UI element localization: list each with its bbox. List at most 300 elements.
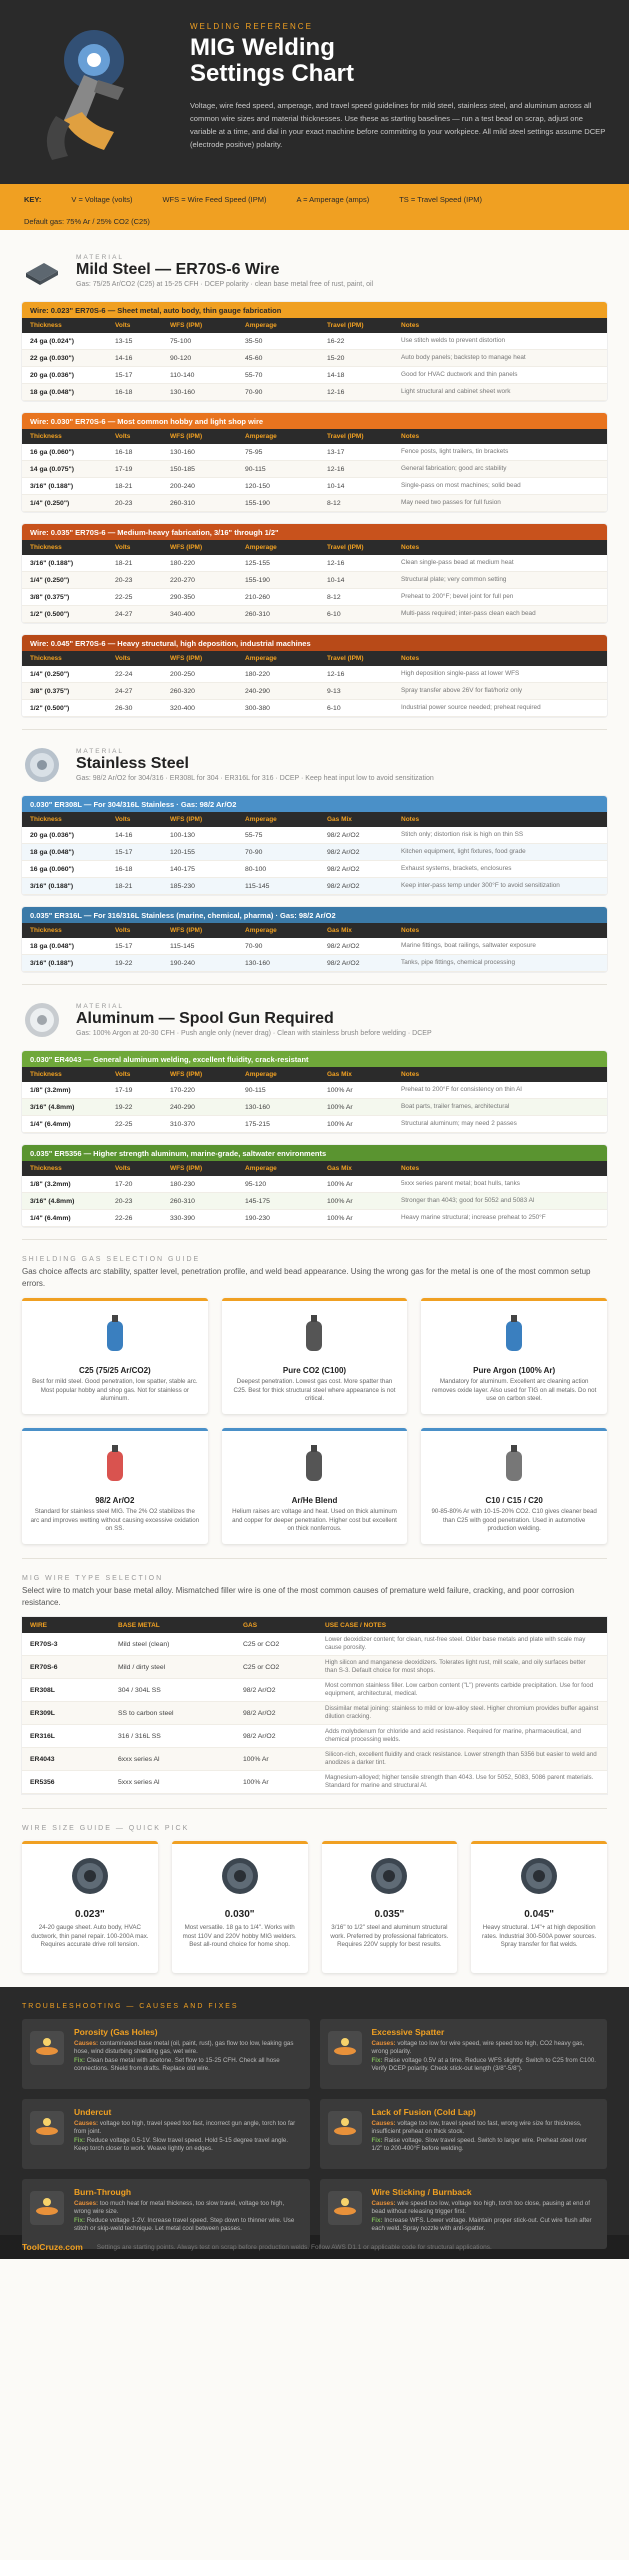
table-row <box>22 1748 607 1771</box>
table-header <box>22 1617 607 1633</box>
wire-size-card <box>22 1841 158 1973</box>
column-header: WFS (IPM) <box>170 1071 203 1078</box>
wire-size-desc: Heavy structural. 1/4"+ at high deposition rates. Industrial 300-500A power sources. Spray transfer for flat welds. <box>482 1924 597 1948</box>
table-cell: 8-12 <box>327 593 341 601</box>
table-cell: 22-26 <box>115 1214 133 1222</box>
column-header: Thickness <box>30 322 62 329</box>
trouble-fix <box>74 2217 302 2234</box>
table-cell: 6-10 <box>327 704 341 712</box>
table-row <box>22 478 607 495</box>
table-cell: 100% Ar <box>327 1086 353 1094</box>
trouble-body <box>372 2027 600 2081</box>
page-title-line2: Settings Chart <box>190 60 355 87</box>
fix-label: Fix: <box>371 2216 383 2224</box>
column-header: Travel (IPM) <box>327 433 364 440</box>
table-cell: 3/16" (4.8mm) <box>30 1197 75 1205</box>
table-cell: 3/16" (0.188") <box>30 959 74 967</box>
table-cell: 1/2" (0.500") <box>30 704 70 712</box>
table-cell: 9-13 <box>327 687 341 695</box>
column-header: WFS (IPM) <box>170 927 203 934</box>
table-cell: 260-310 <box>245 610 270 618</box>
table-cell: 3/8" (0.375") <box>30 593 70 601</box>
table-cell: Mild / dirty steel <box>118 1663 166 1671</box>
table-cell: 120-150 <box>245 482 270 490</box>
table-cell: 304 / 304L SS <box>118 1686 161 1694</box>
section-kicker: MATERIAL <box>76 1003 125 1010</box>
footer-brand[interactable]: ToolCruze.com <box>22 2242 83 2252</box>
table-cell: 1/4" (6.4mm) <box>30 1214 71 1222</box>
wire-size-name: 0.035" <box>374 1909 405 1920</box>
table-header <box>22 429 607 444</box>
table-cell: 130-160 <box>170 448 195 456</box>
fix-label: Fix: <box>74 2216 86 2224</box>
stainless-tables <box>22 796 607 972</box>
table-cell: Preheat to 200°F; bevel joint for full pen <box>401 593 514 600</box>
table-cell: 1/4" (0.250") <box>30 499 70 507</box>
table-cell: 300-380 <box>245 704 270 712</box>
section-title: Mild Steel — ER70S-6 Wire <box>76 261 280 278</box>
weld-defect-icon <box>30 2031 64 2065</box>
stainless-section <box>0 734 629 972</box>
table-cell: 1/4" (6.4mm) <box>30 1120 71 1128</box>
table-row <box>22 1679 607 1702</box>
table-header <box>22 1067 607 1082</box>
table-row <box>22 555 607 572</box>
column-header: Volts <box>115 433 131 440</box>
table-cell: 180-220 <box>170 559 195 567</box>
table-cell: 3/16" (0.188") <box>30 882 74 890</box>
gas-card-desc: Best for mild steel. Good penetration, low spatter, stable arc. Most popular hobby and shop gas. Not for stainless or aluminum. <box>32 1378 198 1402</box>
divider <box>22 984 607 985</box>
column-header: Notes <box>401 433 420 440</box>
table-cell: High silicon and manganese deoxidizers. Tolerates light rust, mill scale, and oily surfaces better than S-3. Default choice for most shops. <box>325 1659 586 1674</box>
weld-defect-icon <box>328 2031 362 2065</box>
table-cell: 190-240 <box>170 959 195 967</box>
fix-text: Increase WFS. Lower voltage. Maintain proper stick-out. Cut wire flush after each weld. Spray nozzle with anti-spatter. <box>371 2216 592 2232</box>
table-cell: 75-100 <box>170 337 192 345</box>
table-cell: 330-390 <box>170 1214 195 1222</box>
table-cell: 22-24 <box>115 670 133 678</box>
page-title-line1: MIG Welding <box>190 34 335 61</box>
table-cell: 10-14 <box>327 482 345 490</box>
hero-banner <box>0 0 629 184</box>
table-header <box>22 540 607 555</box>
table-cell: 13-17 <box>327 448 345 456</box>
section-subtitle: Gas: 98/2 Ar/O2 for 304/316 · ER308L for 304 · ER316L for 316 · DCEP · Keep heat input low to avoid sensitization <box>76 775 434 782</box>
default-gas-note: Default gas: 75% Ar / 25% CO2 (C25) <box>24 216 150 226</box>
table-cell: Structural aluminum; may need 2 passes <box>401 1120 517 1127</box>
weld-defect-icon <box>328 2111 362 2145</box>
aluminum-tables <box>22 1051 607 1227</box>
table-cell: 90-115 <box>245 465 266 473</box>
table-cell: 130-160 <box>245 1103 270 1111</box>
column-header: Thickness <box>30 544 62 551</box>
column-header: Amperage <box>245 322 277 329</box>
table-cell: 200-250 <box>170 670 195 678</box>
table-cell: 115-145 <box>245 882 270 890</box>
table-cell: 240-290 <box>245 687 270 695</box>
causes-label: Causes: <box>371 2120 396 2127</box>
settings-table <box>22 524 607 623</box>
table-cell: 55-75 <box>245 831 263 839</box>
column-header: WFS (IPM) <box>170 816 203 823</box>
section-subtitle: Gas: 75/25 Ar/CO2 (C25) at 15-25 CFH · DCEP polarity · clean base metal free of rust, paint, oil <box>76 281 374 288</box>
wire-size-card <box>172 1841 308 1973</box>
wire-size-cards <box>22 1841 607 1973</box>
wire-size-desc: 24-20 gauge sheet. Auto body, HVAC ductwork, thin panel repair. 100-200A max. Requires accurate drive roll tension. <box>31 1924 149 1948</box>
table-cell: 100% Ar <box>243 1755 269 1763</box>
gas-card-name: C10 / C15 / C20 <box>485 1496 543 1505</box>
gas-card-name: Ar/He Blend <box>291 1496 338 1505</box>
column-header: Gas Mix <box>327 816 352 823</box>
wire-intro: Select wire to match your base metal alloy. Mismatched filler wire is one of the most common causes of premature weld failure, cracking, and poor corrosion resistance. <box>22 1586 575 1607</box>
table-cell: 100% Ar <box>327 1120 353 1128</box>
wire-size-desc: 3/16" to 1/2" steel and aluminum structural work. Preferred by professional fabricators. Requires 220V supply for best results. <box>330 1924 449 1948</box>
table-cell: 260-310 <box>170 1197 195 1205</box>
wire-spool-icon <box>70 1856 110 1896</box>
causes-text: voltage too low for wire speed, wire speed too high, CO2 heavy gas, wrong polarity. <box>371 2040 585 2056</box>
table-cell: 3/16" (0.188") <box>30 482 74 490</box>
table-cell: 14-16 <box>115 831 133 839</box>
fix-text: Reduce voltage 1-2V. Increase travel speed. Step down to thinner wire. Use stitch or skip-weld technique. Let metal cool between passes. <box>74 2216 295 2232</box>
table-cell: 17-19 <box>115 1086 133 1094</box>
page-title <box>190 35 629 87</box>
table-header <box>22 1161 607 1176</box>
table-cell: 18 ga (0.048") <box>30 388 75 396</box>
table-cell: Auto body panels; backstep to manage heat <box>401 354 526 361</box>
trouble-body <box>372 2107 600 2161</box>
table-cell: Lower deoxidizer content; for clean, rust-free steel. Older base metals and plate with scale may cause porosity. <box>325 1636 586 1651</box>
fix-label: Fix: <box>371 2056 383 2064</box>
column-header: Notes <box>401 544 420 551</box>
table-cell: 340-400 <box>170 610 195 618</box>
column-header: Thickness <box>30 433 62 440</box>
table-row <box>22 606 607 623</box>
trouble-title: Undercut <box>74 2107 112 2117</box>
trouble-body <box>74 2107 302 2161</box>
causes-text: voltage too high, travel speed too fast, incorrect gun angle, torch too far from joint. <box>74 2120 296 2136</box>
trouble-title: Porosity (Gas Holes) <box>74 2027 158 2037</box>
table-cell: 20-23 <box>115 499 133 507</box>
table-row <box>22 333 607 350</box>
key-item: V = Voltage (volts) <box>71 194 133 204</box>
settings-table <box>22 302 607 401</box>
table-cell: 35-50 <box>245 337 263 345</box>
fix-label: Fix: <box>371 2136 383 2144</box>
table-cell: 17-20 <box>115 1180 133 1188</box>
causes-label: Causes: <box>74 2120 99 2127</box>
column-header: Notes <box>401 1165 420 1172</box>
table-cell: 14-16 <box>115 354 133 362</box>
column-header: Volts <box>115 927 131 934</box>
table-row <box>22 589 607 606</box>
table-cell: ER70S-6 <box>30 1663 58 1671</box>
aluminum-disc-icon <box>22 1000 62 1040</box>
table-cell: High deposition single-pass at lower WFS <box>401 670 520 677</box>
trouble-card <box>22 2099 310 2169</box>
table-row <box>22 1116 607 1133</box>
table-row <box>22 1725 607 1748</box>
table-row <box>22 1193 607 1210</box>
table-row <box>22 461 607 478</box>
table-cell: 17-19 <box>115 465 133 473</box>
gas-card <box>222 1298 408 1414</box>
table-cell: 24-27 <box>115 610 133 618</box>
section-kicker: MATERIAL <box>76 254 125 261</box>
column-header: Amperage <box>245 655 277 662</box>
column-header: Amperage <box>245 1165 277 1172</box>
table-cell: Kitchen equipment, light fixtures, food grade <box>401 848 526 855</box>
gas-card <box>421 1298 607 1414</box>
table-cell: General fabrication; good arc stability <box>401 465 507 472</box>
table-cell: 260-320 <box>170 687 195 695</box>
steel-plate-icon <box>22 251 62 291</box>
column-header: Amperage <box>245 433 277 440</box>
trouble-fix <box>372 2057 600 2074</box>
table-cell: ER4043 <box>30 1755 55 1763</box>
settings-table <box>22 1051 607 1133</box>
table-cell: 110-140 <box>170 371 195 379</box>
column-header: WIRE <box>30 1621 47 1629</box>
fix-label: Fix: <box>74 2136 86 2144</box>
table-cell: 115-145 <box>170 942 195 950</box>
table-cell: 6-10 <box>327 610 341 618</box>
trouble-card <box>320 2019 608 2089</box>
table-cell: 98/2 Ar/O2 <box>243 1732 276 1740</box>
table-cell: 210-260 <box>245 593 270 601</box>
trouble-title: Excessive Spatter <box>371 2027 445 2037</box>
table-cell: Magnesium-alloyed; higher tensile strength than 4043. Use for 5052, 5083, 5086 parent materials. Standard for marine and structural Al. <box>325 1774 594 1789</box>
causes-text: voltage too low, travel speed too fast, wrong wire size for thickness, insufficient preheat on thick stock. <box>371 2120 582 2136</box>
table-row <box>22 700 607 717</box>
gas-card <box>22 1428 208 1544</box>
table-cell: 24-27 <box>115 687 133 695</box>
table-title: 0.030" ER4043 — General aluminum welding, excellent fluidity, crack-resistant <box>22 1051 607 1067</box>
table-cell: 16-22 <box>327 337 345 345</box>
table-cell: 98/2 Ar/O2 <box>327 959 360 967</box>
table-cell: 18-21 <box>115 482 133 490</box>
table-cell: 220-270 <box>170 576 195 584</box>
wire-size-card <box>322 1841 458 1973</box>
table-row <box>22 367 607 384</box>
table-cell: Marine fittings, boat railings, saltwater exposure <box>401 942 536 949</box>
table-row <box>22 955 607 972</box>
trouble-title: Wire Sticking / Burnback <box>371 2187 472 2197</box>
table-cell: 22 ga (0.030") <box>30 354 75 362</box>
wire-size-name: 0.045" <box>524 1909 554 1920</box>
table-row <box>22 861 607 878</box>
table-cell: 16 ga (0.060") <box>30 865 75 873</box>
table-cell: 1/4" (0.250") <box>30 576 70 584</box>
column-header: Thickness <box>30 816 62 823</box>
fix-text: Reduce voltage 0.5-1V. Slow travel speed. Hold 5-15 degree travel angle. Keep torch closer to work. Weave lightly on edges. <box>74 2136 289 2152</box>
table-cell: Adds molybdenum for chloride and acid resistance. Required for marine, pharmaceutical, and chemical processing welds. <box>325 1728 581 1743</box>
table-cell: 20-23 <box>115 576 133 584</box>
table-title: 0.030" ER308L — For 304/316L Stainless · Gas: 98/2 Ar/O2 <box>22 796 607 812</box>
table-cell: 100% Ar <box>327 1197 353 1205</box>
table-cell: 8-12 <box>327 499 341 507</box>
table-cell: 3/16" (4.8mm) <box>30 1103 75 1111</box>
key-bar <box>0 184 629 230</box>
table-title: 0.035" ER316L — For 316/316L Stainless (marine, chemical, pharma) · Gas: 98/2 Ar/O2 <box>22 907 607 923</box>
gas-cylinder-icon <box>95 1443 135 1483</box>
gas-card-desc: Helium raises arc voltage and heat. Used on thick aluminum and copper for deeper penetration. Higher cost but excellent on thick nonferrous. <box>232 1508 397 1532</box>
table-title: 0.035" ER5356 — Higher strength aluminum, marine-grade, saltwater environments <box>22 1145 607 1161</box>
section-header <box>22 734 607 796</box>
table-cell: Tanks, pipe fittings, chemical processing <box>401 959 516 966</box>
gas-card-desc: Mandatory for aluminum. Excellent arc cleaning action removes oxide layer. Also used for TIG on all metals. Do not use on carbon steel. <box>432 1378 597 1402</box>
divider <box>22 729 607 730</box>
causes-text: contaminated base metal (oil, paint, rust), gas flow too low, leaking gas hose, wind disturbing shielding gas, wet wire. <box>74 2040 294 2056</box>
table-cell: 13-15 <box>115 337 133 345</box>
table-cell: Use stitch welds to prevent distortion <box>401 337 506 344</box>
table-row <box>22 572 607 589</box>
gas-cylinder-icon <box>95 1313 135 1353</box>
trouble-causes <box>74 2040 302 2057</box>
settings-table <box>22 796 607 895</box>
table-cell: 1/4" (0.250") <box>30 670 70 678</box>
trouble-card <box>320 2099 608 2169</box>
trouble-card <box>22 2019 310 2089</box>
table-cell: 125-155 <box>245 559 270 567</box>
trouble-body <box>74 2187 302 2241</box>
table-cell: Good for HVAC ductwork and thin panels <box>401 371 518 378</box>
table-title: Wire: 0.045" ER70S-6 — Heavy structural, high deposition, industrial machines <box>22 635 607 651</box>
fix-text: Clean base metal with acetone. Set flow to 15-25 CFH. Check all hose connections. Shield from drafts. Replace old wire. <box>74 2056 280 2072</box>
table-row <box>22 1099 607 1116</box>
table-cell: 1/2" (0.500") <box>30 610 70 618</box>
mild-steel-section <box>0 240 629 717</box>
key-item: A = Amperage (amps) <box>296 194 370 204</box>
table-cell: 180-230 <box>170 1180 195 1188</box>
table-cell: 16-18 <box>115 388 133 396</box>
table-cell: 12-16 <box>327 559 345 567</box>
table-cell: 19-22 <box>115 1103 133 1111</box>
table-header <box>22 318 607 333</box>
table-cell: 180-220 <box>245 670 270 678</box>
table-cell: 140-175 <box>170 865 195 873</box>
fix-label: Fix: <box>74 2056 86 2064</box>
table-cell: 90-120 <box>170 354 192 362</box>
fix-text: Raise voltage 0.5V at a time. Reduce WFS slightly. Switch to C25 from C100. Verify DCEP polarity. Check stick-out length (3/8"-5/8"). <box>371 2056 596 2072</box>
column-header: WFS (IPM) <box>170 433 203 440</box>
wire-type-section <box>0 1559 629 1794</box>
wire-size-section <box>0 1809 629 1973</box>
table-cell: 155-190 <box>245 576 270 584</box>
table-header <box>22 651 607 666</box>
fix-text: Raise voltage. Slow travel speed. Switch to larger wire. Preheat steel over 1/2" to 200-400°F before welding. <box>371 2136 587 2152</box>
wire-spool-icon <box>519 1856 559 1896</box>
table-row <box>22 1771 607 1794</box>
table-cell: 145-175 <box>245 1197 270 1205</box>
table-cell: 18 ga (0.048") <box>30 848 75 856</box>
trouble-causes <box>74 2120 302 2137</box>
causes-label: Causes: <box>371 2040 396 2047</box>
causes-label: Causes: <box>371 2200 396 2207</box>
table-cell: 1/8" (3.2mm) <box>30 1180 71 1188</box>
wire-size-desc: Most versatile. 18 ga to 1/4". Works with most 110V and 220V hobby MIG welders. Best all-round choice for home shop. <box>182 1924 297 1948</box>
table-cell: 18 ga (0.048") <box>30 942 75 950</box>
table-cell: 98/2 Ar/O2 <box>327 882 360 890</box>
table-cell: 18-21 <box>115 882 133 890</box>
table-cell: SS to carbon steel <box>118 1709 174 1717</box>
column-header: Travel (IPM) <box>327 322 364 329</box>
table-cell: ER316L <box>30 1732 55 1740</box>
section-title: Stainless Steel <box>76 755 189 772</box>
troubleshooting-section <box>0 1987 629 2235</box>
column-header: Thickness <box>30 1165 62 1172</box>
gas-card-desc: Standard for stainless steel MIG. The 2% O2 stabilizes the arc and improves wetting without causing excessive oxidation on SS. <box>30 1508 200 1532</box>
table-row <box>22 1176 607 1193</box>
table-cell: 45-60 <box>245 354 263 362</box>
column-header: Notes <box>401 927 420 934</box>
weld-defect-icon <box>328 2191 362 2225</box>
table-cell: May need two passes for full fusion <box>401 499 501 506</box>
table-cell: 98/2 Ar/O2 <box>327 865 360 873</box>
table-cell: 16 ga (0.060") <box>30 448 75 456</box>
table-cell: Fence posts, light trailers, tin brackets <box>401 448 509 455</box>
table-cell: Boat parts, trailer frames, architectural <box>401 1103 510 1110</box>
table-cell: Industrial power source needed; preheat required <box>401 704 541 711</box>
gas-cylinder-icon <box>294 1443 334 1483</box>
hero-description: Voltage, wire feed speed, amperage, and travel speed guidelines for mild steel, stainless steel, and aluminum across all common wire sizes and material thicknesses. Use these as starting baselines — run a test bead on scrap, adjust one variable at a time, and dial in your exact machine before committing to your workpiece. All mild steel settings assume DCEP (electrode positive) polarity. <box>190 101 606 149</box>
trouble-fix <box>372 2137 600 2154</box>
column-header: Volts <box>115 322 131 329</box>
table-cell: ER5356 <box>30 1778 55 1786</box>
mild-steel-tables <box>22 302 607 717</box>
table-cell: 130-160 <box>170 388 195 396</box>
table-cell: 240-290 <box>170 1103 195 1111</box>
column-header: Notes <box>401 322 420 329</box>
column-header: Volts <box>115 655 131 662</box>
table-cell: 100-130 <box>170 831 195 839</box>
causes-label: Causes: <box>74 2200 99 2207</box>
column-header: Thickness <box>30 927 62 934</box>
table-cell: 24 ga (0.024") <box>30 337 75 345</box>
table-cell: 98/2 Ar/O2 <box>327 942 360 950</box>
table-cell: ER70S-3 <box>30 1640 58 1648</box>
table-row <box>22 1210 607 1227</box>
column-header: Notes <box>401 816 420 823</box>
column-header: WFS (IPM) <box>170 322 203 329</box>
table-cell: 15-17 <box>115 942 133 950</box>
table-cell: 320-400 <box>170 704 195 712</box>
gas-card <box>421 1428 607 1544</box>
section-subtitle: Gas: 100% Argon at 20-30 CFH · Push angle only (never drag) · Clean with stainless brush before welding · DCEP <box>76 1030 432 1037</box>
trouble-title: Burn-Through <box>74 2187 132 2197</box>
table-cell: 16-18 <box>115 448 133 456</box>
column-header: Amperage <box>245 816 277 823</box>
table-cell: 200-240 <box>170 482 195 490</box>
column-header: WFS (IPM) <box>170 1165 203 1172</box>
table-cell: 260-310 <box>170 499 195 507</box>
trouble-card <box>22 2179 310 2249</box>
wire-spool-icon <box>220 1856 260 1896</box>
table-cell: 15-17 <box>115 371 133 379</box>
table-row <box>22 444 607 461</box>
table-cell: 26-30 <box>115 704 133 712</box>
column-header: Notes <box>401 655 420 662</box>
trouble-fix <box>74 2137 302 2154</box>
column-header: USE CASE / NOTES <box>325 1621 387 1629</box>
table-cell: Preheat to 200°F for consistency on thin Al <box>401 1086 522 1093</box>
table-cell: Keep inter-pass temp under 300°F to avoid sensitization <box>401 882 560 889</box>
table-cell: 120-155 <box>170 848 195 856</box>
weld-defect-icon <box>30 2111 64 2145</box>
table-cell: 175-215 <box>245 1120 270 1128</box>
table-cell: Structural plate; very common setting <box>401 576 507 583</box>
table-cell: 70-90 <box>245 848 263 856</box>
